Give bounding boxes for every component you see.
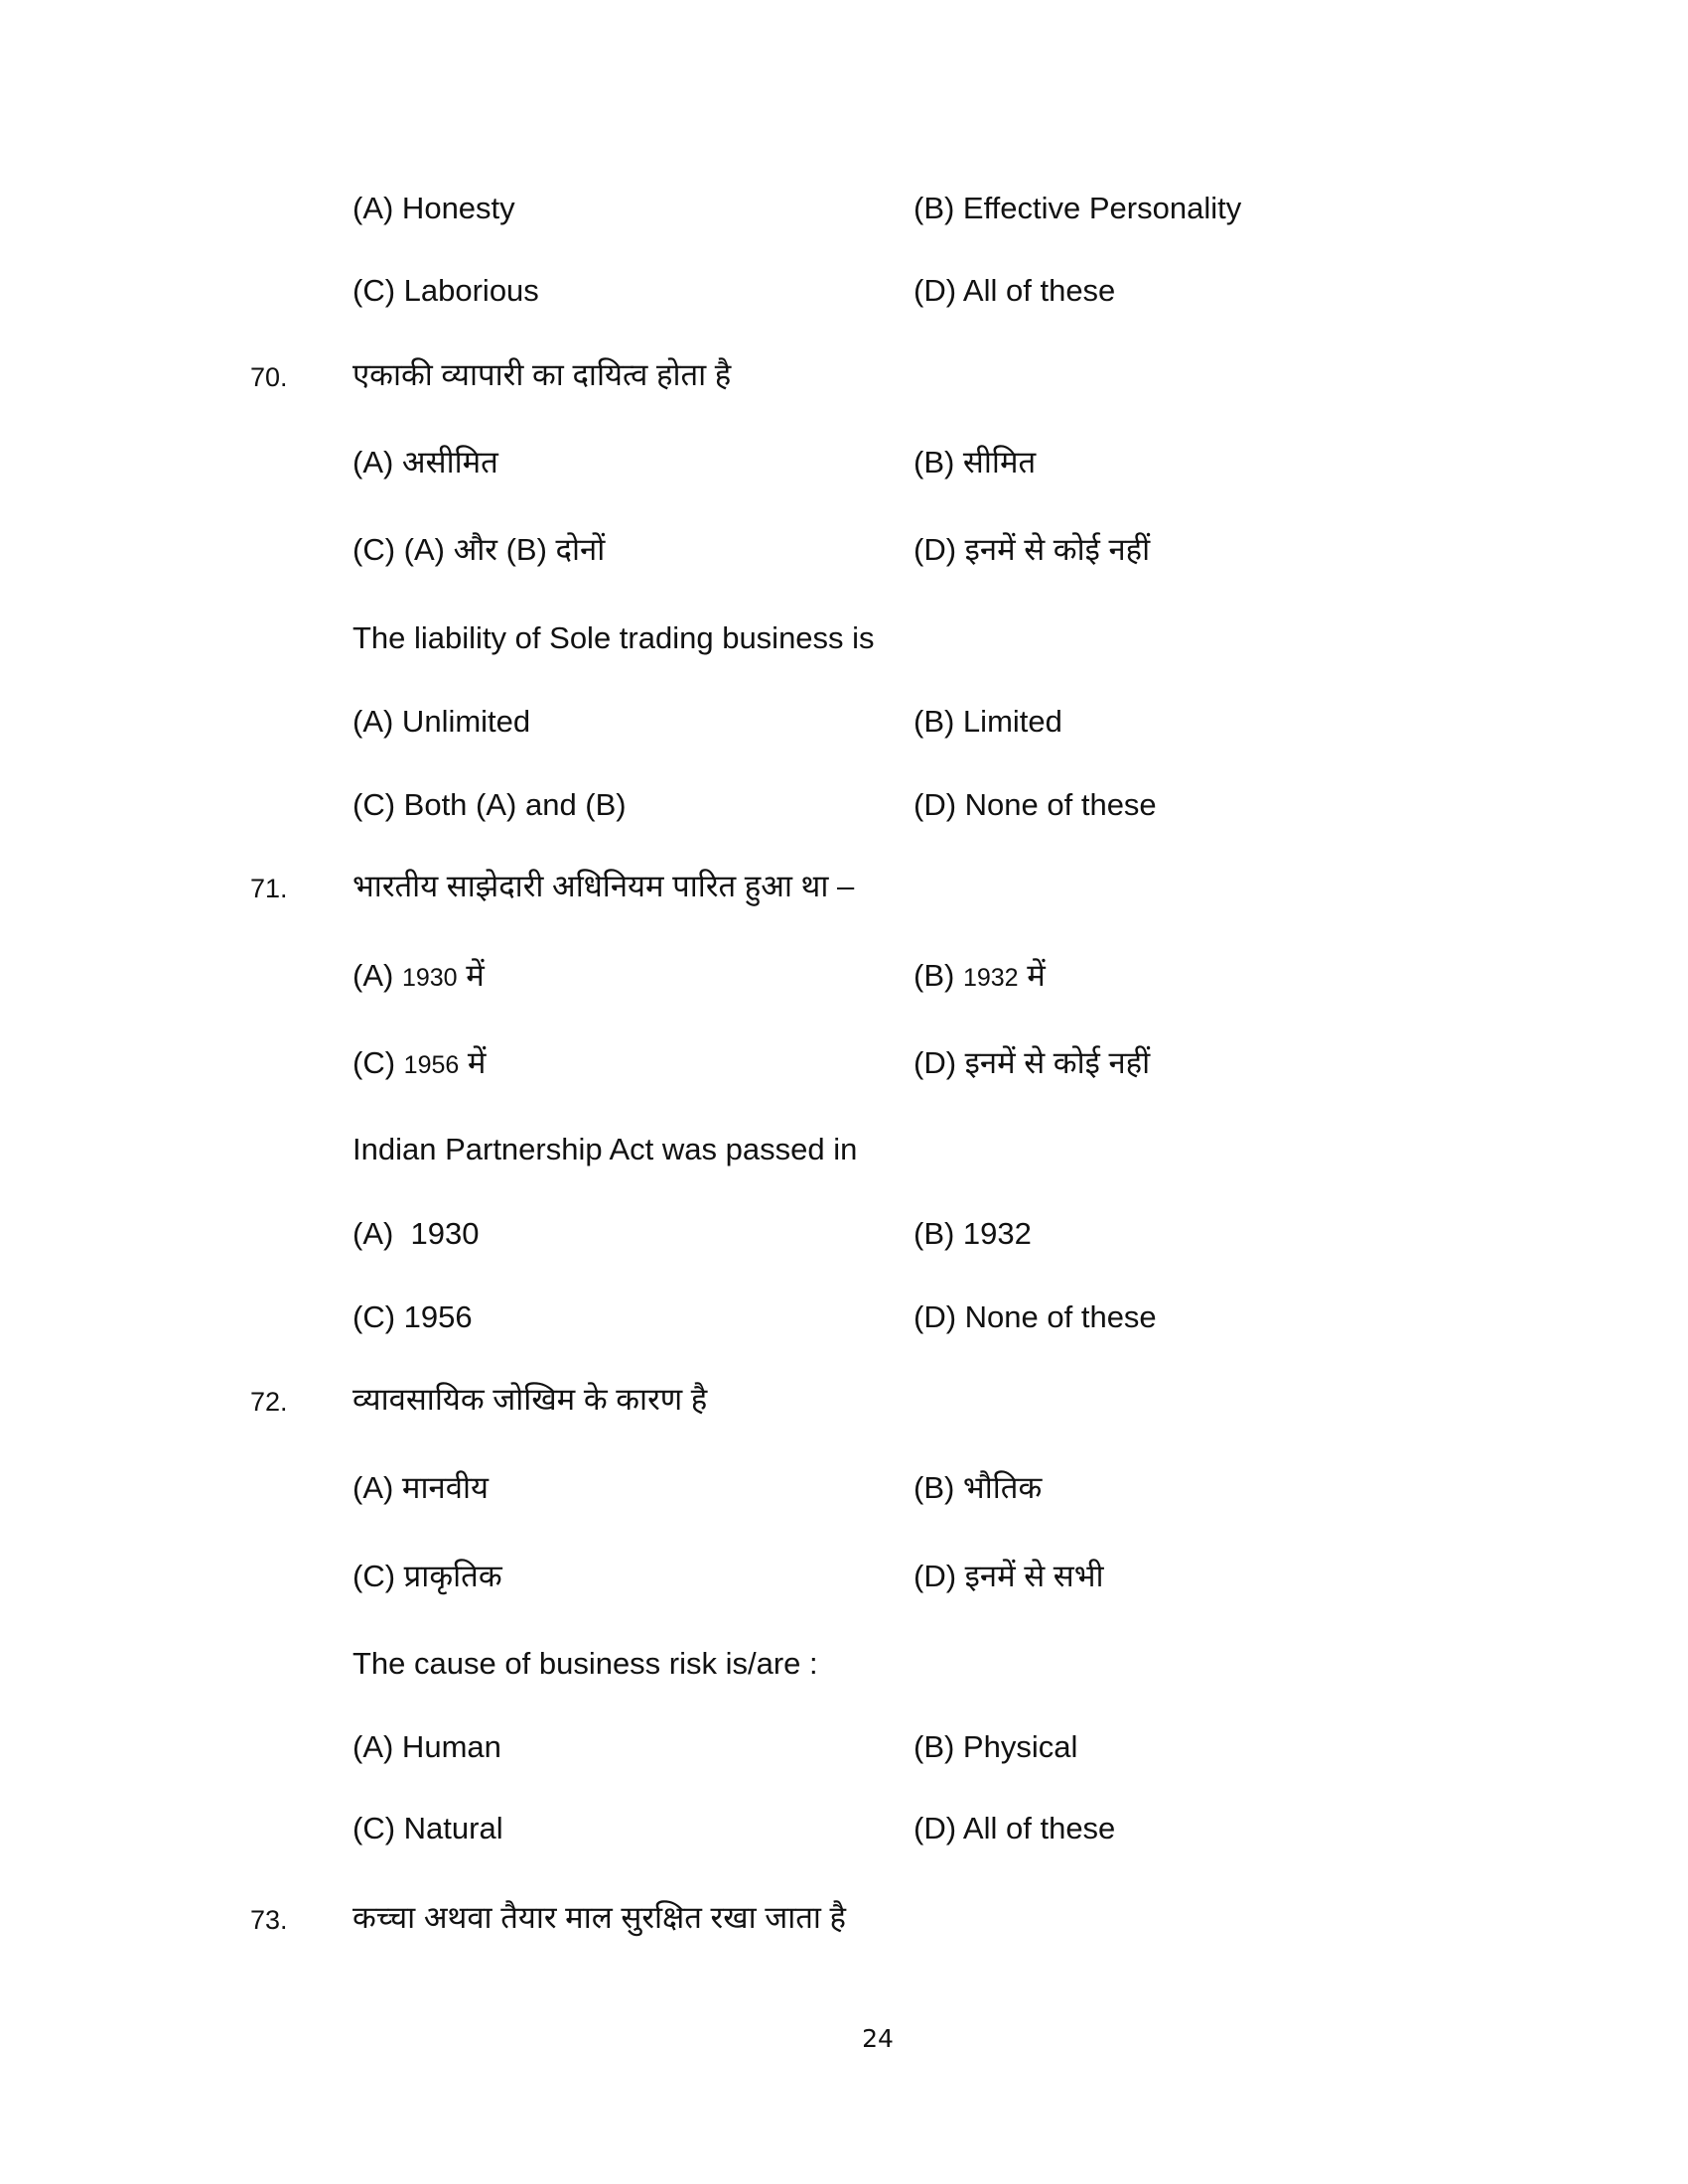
q70-hindi-option-a: (A) असीमित [352, 445, 498, 479]
q71-english-option-d: (D) None of these [914, 1299, 1157, 1334]
q72-english-option-d: (D) All of these [914, 1811, 1116, 1845]
q69-option-c: (C) Laborious [352, 273, 539, 308]
option-label: (C) [352, 1045, 396, 1080]
q70-english-option-a: (A) Unlimited [352, 704, 531, 739]
q70-english-option-d: (D) None of these [914, 787, 1157, 822]
q71-english-option-b: (B) 1932 [914, 1216, 1032, 1251]
option-suffix: में [466, 958, 485, 993]
q72-english-option-b: (B) Physical [914, 1729, 1078, 1764]
q72-english-option-a: (A) Human [352, 1729, 501, 1764]
q69-option-b: (B) Effective Personality [914, 191, 1242, 225]
q71-hindi-option-b [914, 954, 1046, 998]
q72-hindi-stem: व्यावसायिक जोखिम के कारण है [352, 1382, 708, 1417]
q70-hindi-option-c: (C) (A) और (B) दोनों [352, 532, 606, 567]
q71-hindi-option-c [352, 1041, 486, 1085]
q71-english-option-c: (C) 1956 [352, 1299, 473, 1334]
q70-hindi-option-d: (D) इनमें से कोई नहीं [914, 532, 1151, 567]
question-number-72: 72. [250, 1387, 288, 1417]
q71-hindi-stem: भारतीय साझेदारी अधिनियम पारित हुआ था – [352, 869, 855, 903]
q71-hindi-option-d: (D) इनमें से कोई नहीं [914, 1045, 1151, 1080]
option-label: (A) [352, 958, 394, 993]
q72-hindi-option-b: (B) भौतिक [914, 1470, 1043, 1505]
option-year: 1932 [962, 964, 1019, 992]
option-label: (B) [914, 958, 955, 993]
option-year: 1956 [403, 1051, 460, 1079]
page-number: 24 [862, 2024, 894, 2053]
option-year: 1930 [401, 964, 458, 992]
q71-hindi-option-a [352, 954, 485, 998]
q72-hindi-option-c: (C) प्राकृतिक [352, 1559, 502, 1593]
q70-hindi-option-b: (B) सीमित [914, 445, 1037, 479]
q72-english-stem: The cause of business risk is/are : [352, 1646, 818, 1681]
q70-english-option-b: (B) Limited [914, 704, 1062, 739]
question-number-71: 71. [250, 874, 288, 903]
q70-english-option-c: (C) Both (A) and (B) [352, 787, 627, 822]
q72-hindi-option-d: (D) इनमें से सभी [914, 1559, 1104, 1593]
q72-english-option-c: (C) Natural [352, 1811, 503, 1845]
option-suffix: में [1027, 958, 1046, 993]
q69-option-d: (D) All of these [914, 273, 1116, 308]
question-number-70: 70. [250, 362, 288, 392]
q70-english-stem: The liability of Sole trading business is [352, 620, 875, 655]
q71-english-option-a: (A) 1930 [352, 1216, 480, 1251]
q70-hindi-stem: एकाकी व्यापारी का दायित्व होता है [352, 357, 732, 392]
q69-option-a: (A) Honesty [352, 191, 515, 225]
option-suffix: में [467, 1045, 487, 1080]
question-number-73: 73. [250, 1905, 288, 1935]
q73-hindi-stem: कच्चा अथवा तैयार माल सुरक्षित रखा जाता है [352, 1900, 847, 1935]
q71-english-stem: Indian Partnership Act was passed in [352, 1132, 858, 1166]
q72-hindi-option-a: (A) मानवीय [352, 1470, 489, 1505]
